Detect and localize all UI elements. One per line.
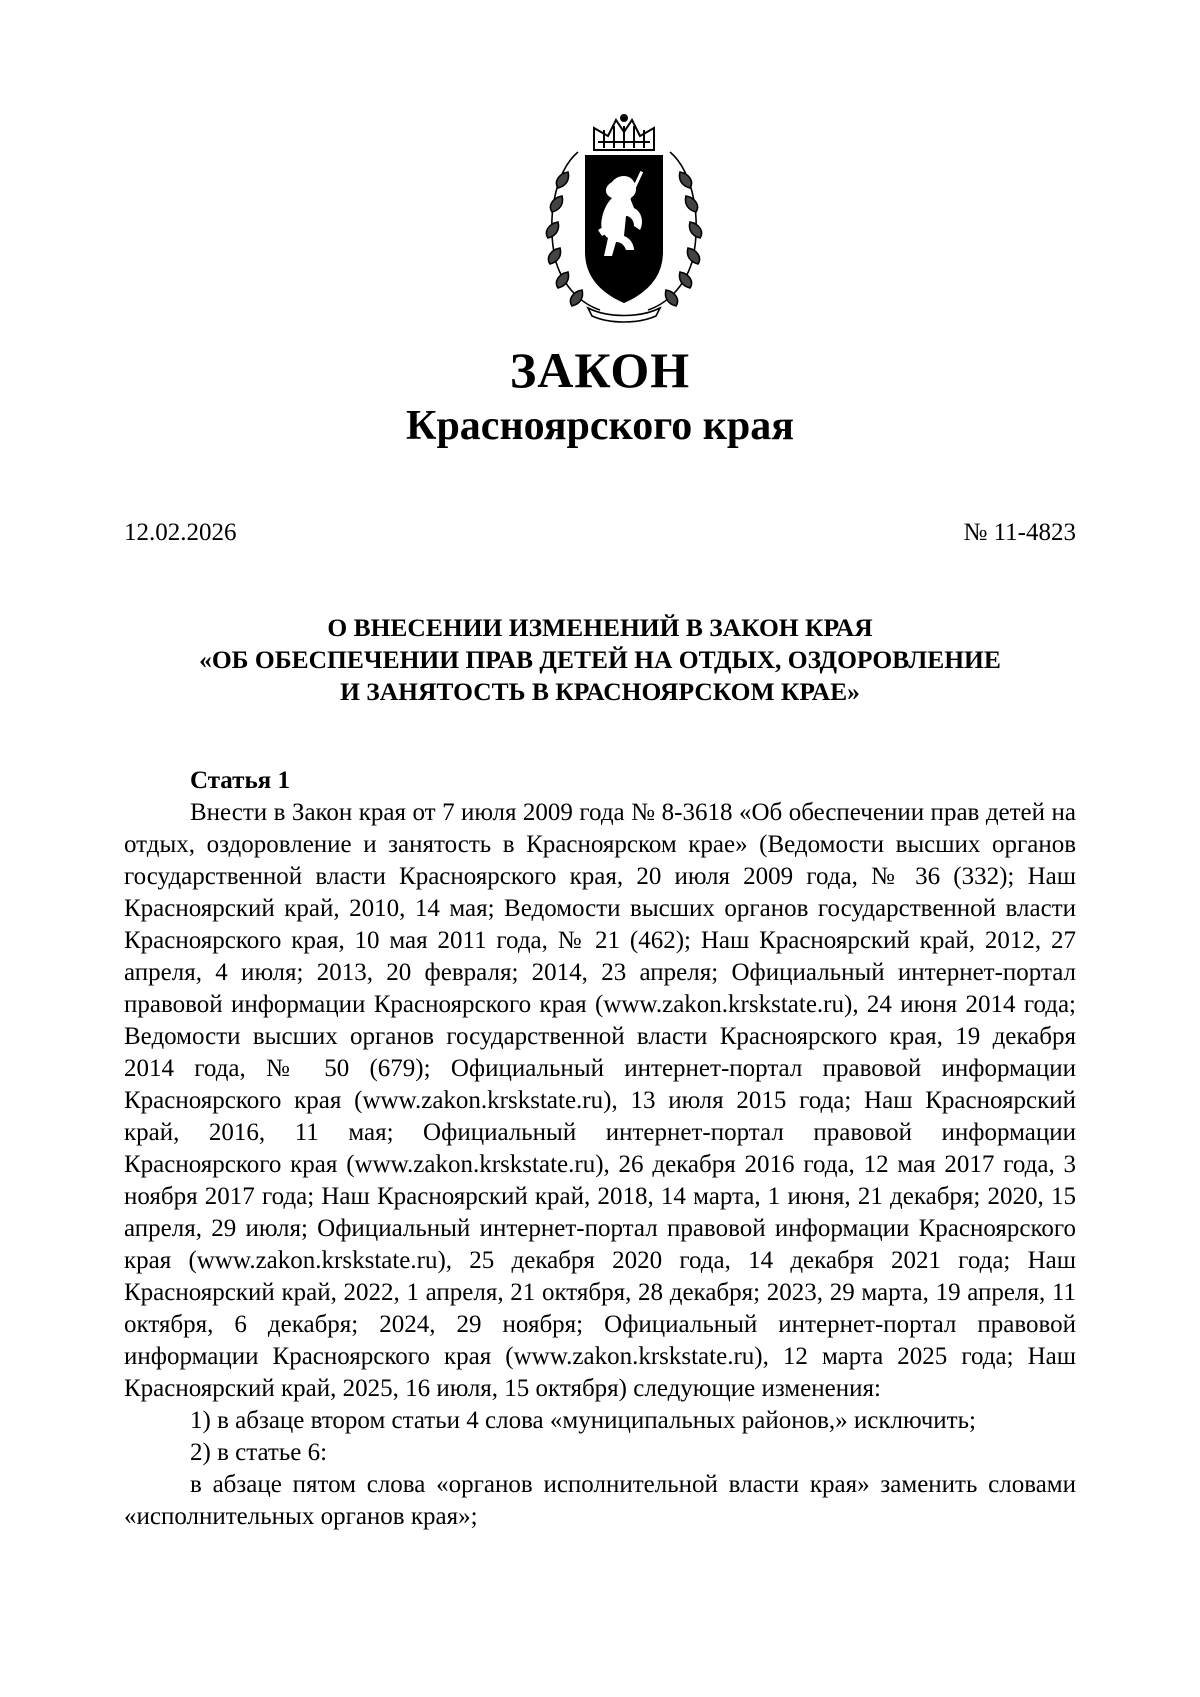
krasnoyarsk-coat-of-arms-icon [538,112,710,324]
article-paragraph: в абзаце пятом слова «органов исполнительной власти края» заменить словами «исполнительных органов края»; [124,1471,1076,1530]
article-heading: Статья 1 [190,767,290,794]
subject-line: О ВНЕСЕНИИ ИЗМЕНЕНИЙ В ЗАКОН КРАЯ [327,613,873,642]
subject-line: И ЗАНЯТОСТЬ В КРАСНОЯРСКОМ КРАЕ» [340,677,860,706]
document-subject [124,612,1076,708]
subject-line: «ОБ ОБЕСПЕЧЕНИИ ПРАВ ДЕТЕЙ НА ОТДЫХ, ОЗДОРОВЛЕНИЕ [199,645,1001,674]
article-paragraph: 1) в абзаце втором статьи 4 слова «муниципальных районов,» исключить; [190,1407,976,1434]
document-subtitle: Красноярского края [405,403,795,449]
article-paragraph: 2) в статье 6: [190,1439,328,1466]
document-date: 12.02.2026 [124,519,237,546]
document-number: № 11-4823 [963,519,1076,546]
document-title: ЗАКОН [509,342,691,398]
article-body [124,765,1076,1533]
article-paragraph: Внести в Закон края от 7 июля 2009 года № 8-3618 «Об обеспечении прав детей на отдых, оздоровление и занятость в Красноярском крае» (Ведомости высших органов государственной власти Красноярского края, 20 июля 2009 года, № 36 (332); Наш Красноярский край, 2010, 14 мая; Ведомости высших органов государственной власти Красноярского края, 10 мая 2011 года, № 21 (462); Наш Красноярский край, 2012, 27 апреля, 4 июля; 2013, 20 февраля; 2014, 23 апреля; Официальный интернет-портал правовой информации Красноярского края (www.zakon.krskstate.ru), 24 июня 2014 года; Ведомости высших органов государственной власти Красноярского края, 19 декабря 2014 года, № 50 (679); Официальный интернет-портал правовой информации Красноярского края (www.zakon.krskstate.ru), 13 июля 2015 года; Наш Красноярский край, 2016, 11 мая; Официальный интернет-портал правовой информации Красноярского края (www.zakon.krskstate.ru), 26 декабря 2016 года, 12 мая 2017 года, 3 ноября 2017 года; Наш Красноярский край, 2018, 14 марта, 1 июня, 21 декабря; 2020, 15 апреля, 29 июля; Официальный интернет-портал правовой информации Красноярского края (www.zakon.krskstate.ru), 25 декабря 2020 года, 14 декабря 2021 года; Наш Красноярский край, 2022, 1 апреля, 21 октября, 28 декабря; 2023, 29 марта, 19 апреля, 11 октября, 6 декабря; 2024, 29 ноября; Официальный интернет-портал правовой информации Красноярского края (www.zakon.krskstate.ru), 12 марта 2025 года; Наш Красноярский край, 2025, 16 июля, 15 октября) следующие изменения: [124,799,1076,1402]
